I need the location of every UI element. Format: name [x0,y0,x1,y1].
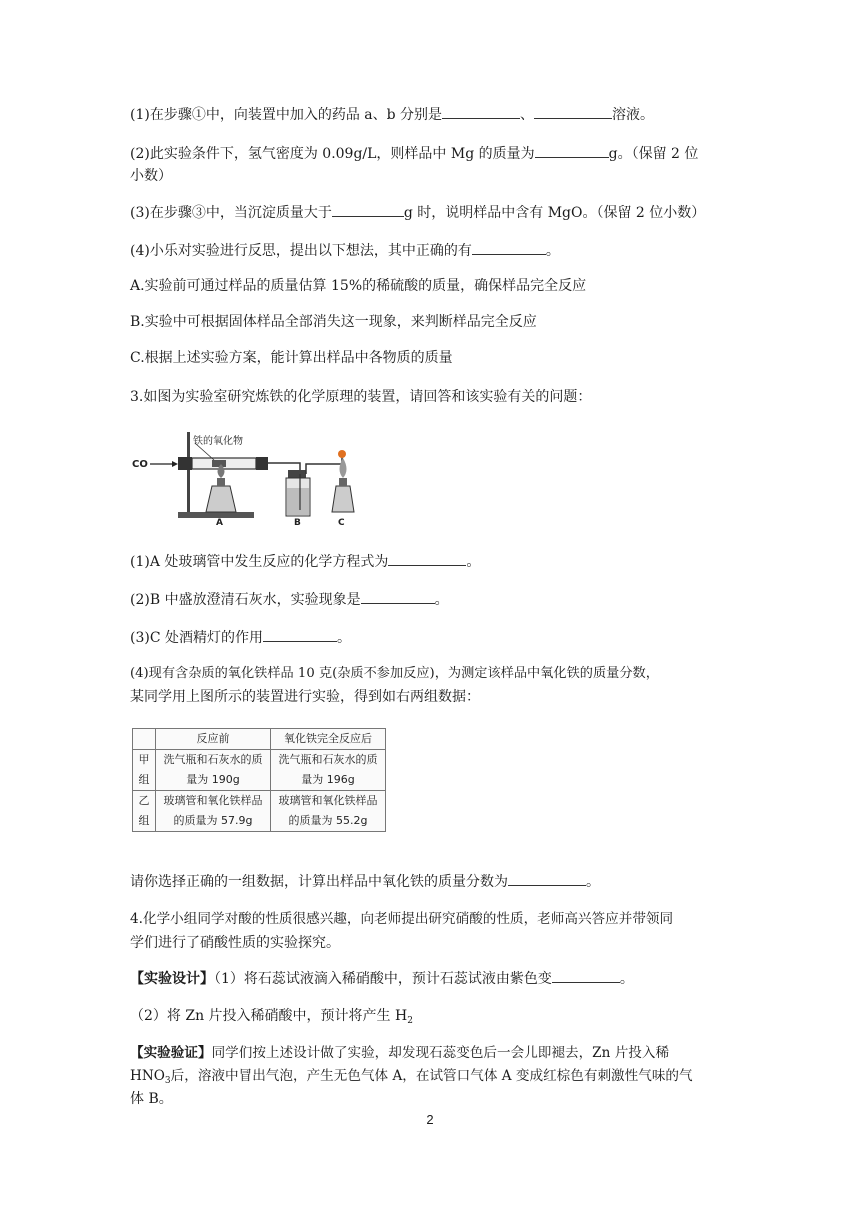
data-table [132,728,386,832]
table-corner [133,729,156,750]
q4-verify-line3: 体 B。 [130,1091,173,1107]
arrow-head-icon [172,461,178,467]
label-b: B [294,518,301,526]
q2-step3-end: g 时，说明样品中含有 MgO。（保留 2 位小数） [403,205,706,221]
label-c: C [338,518,345,526]
q2-step2-line2: 小数） [130,168,172,184]
table-row [133,750,386,791]
row-label-yi: 乙 组 [133,791,156,832]
q2-step1 [130,102,730,128]
bottle-b-cap [288,470,306,478]
q3-step4-line2: 某同学用上图所示的装置进行实验，得到如右两组数据： [130,689,480,705]
lamp-wick-a [217,478,225,486]
q3-step5 [130,869,730,895]
q3-step3-text: (3)C 处酒精灯的作用 [130,630,263,646]
co-label: CO [132,459,148,470]
q4-stem-line1: 4.化学小组同学对酸的性质很感兴趣，向老师提出研究硝酸的性质，老师高兴答应并带领同 [130,911,674,927]
q3-step4-line1: (4)现有含杂质的氧化铁样品 10 克(杂质不参加反应)，为测定该样品中氧化铁的质量分数， [130,666,659,681]
alcohol-lamp-c [332,486,354,512]
q4-design-2-text: （2）将 Zn 片投入稀硝酸中，预计将产生 H [130,1008,408,1024]
q3-step5-text: 请你选择正确的一组数据，计算出样品中氧化铁的质量分数为 [130,874,508,890]
answer-blank[interactable] [508,871,586,886]
cell-jia-after: 洗气瓶和石灰水的质 量为 196g [271,750,386,791]
q4-stem-line2: 学们进行了硝酸性质的实验探究。 [130,935,340,951]
q3-step5-end: 。 [586,874,600,890]
alcohol-lamp-a [206,486,236,512]
table-row [133,791,386,832]
burning-gas-icon [338,450,346,458]
q3-step2-text: (2)B 中盛放澄清石灰水，实验现象是 [130,592,361,608]
q2-step4-end: 。 [545,243,560,259]
q2-step2-text: (2)此实验条件下，氢气密度为 0.09g/L，则样品中 Mg 的质量为 [130,146,535,162]
q4-design-1-end: 。 [619,971,634,987]
answer-blank[interactable] [472,240,546,255]
iron-oxide-sample [212,460,226,467]
q3-step2 [130,587,730,613]
q2-step4 [130,238,730,264]
q2-step3-text: (3)在步骤③中，当沉淀质量大于 [130,205,332,221]
answer-blank[interactable] [263,627,337,642]
answer-blank[interactable] [332,202,404,217]
page-number: 2 [426,1112,434,1127]
q2-option-b: B.实验中可根据固体样品全部消失这一现象，来判断样品完全反应 [130,314,537,330]
design-tag: 【实验设计】 [130,971,214,987]
subscript: 3 [164,1076,171,1086]
q3-stem: 3.如图为实验室研究炼铁的化学原理的装置，请回答和该实验有关的问题： [130,389,592,405]
lamp-wick-c [339,478,347,486]
hno-text: HNO [130,1068,165,1084]
q3-step1-end: 。 [466,554,481,570]
q4-design-2 [130,1003,730,1034]
q4-design-1 [130,966,730,992]
q2-step4-text: (4)小乐对实验进行反思，提出以下想法，其中正确的有 [130,243,472,259]
answer-blank[interactable] [535,143,609,158]
label-a: A [216,518,223,526]
right-stopper [256,457,268,470]
q3-step3 [130,625,730,651]
q4-design-1-text: （1）将石蕊试液滴入稀硝酸中，预计石蕊试液由紫色变 [214,971,552,987]
q2-option-a: A.实验前可通过样品的质量估算 15%的稀硫酸的质量，确保样品完全反应 [130,278,587,294]
left-stopper [178,457,192,470]
q2-step3 [130,200,730,226]
q3-step2-end: 。 [434,592,449,608]
table-header-before: 反应前 [156,729,271,750]
answer-blank[interactable] [388,551,466,566]
apparatus-figure [130,428,380,526]
cell-yi-after: 玻璃管和氧化铁样品 的质量为 55.2g [271,791,386,832]
q3-step1-text: (1)A 处玻璃管中发生反应的化学方程式为 [130,554,389,570]
q2-step2-end: g。（保留 2 位 [608,146,699,162]
q4-verify-text: 同学们按上述设计做了实验，却发现石蕊变色后一会儿即褪去，Zn 片投入稀 [211,1045,670,1061]
answer-blank[interactable] [442,104,520,119]
q2-step1-sep: 、 [520,107,535,123]
flame-c-icon [340,458,347,478]
row-label-jia: 甲 组 [133,750,156,791]
cell-yi-before: 玻璃管和氧化铁样品 的质量为 57.9g [156,791,271,832]
q4-verify-text-2: 后，溶液中冒出气泡，产生无色气体 A，在试管口气体 A 变成红棕色有刺激性气味的气 [170,1068,693,1084]
verify-tag: 【实验验证】 [130,1045,212,1061]
cell-jia-before: 洗气瓶和石灰水的质 量为 190g [156,750,271,791]
table-header-row [133,729,386,750]
q2-option-c: C.根据上述实验方案，能计算出样品中各物质的质量 [130,350,453,366]
stand-rod [187,432,190,512]
q3-step1 [130,549,730,575]
q3-step3-end: 。 [337,630,351,646]
q2-step1-text: (1)在步骤①中，向装置中加入的药品 a、b 分别是 [130,107,443,123]
answer-blank[interactable] [552,968,620,983]
tube-to-c [306,456,342,474]
subscript: 2 [407,1016,413,1026]
answer-blank[interactable] [361,589,435,604]
oxide-label: 铁的氧化物 [193,436,243,447]
limewater [287,488,309,515]
table-header-after: 氧化铁完全反应后 [271,729,386,750]
answer-blank[interactable] [534,104,612,119]
q2-step1-end: 溶液。 [612,107,655,123]
